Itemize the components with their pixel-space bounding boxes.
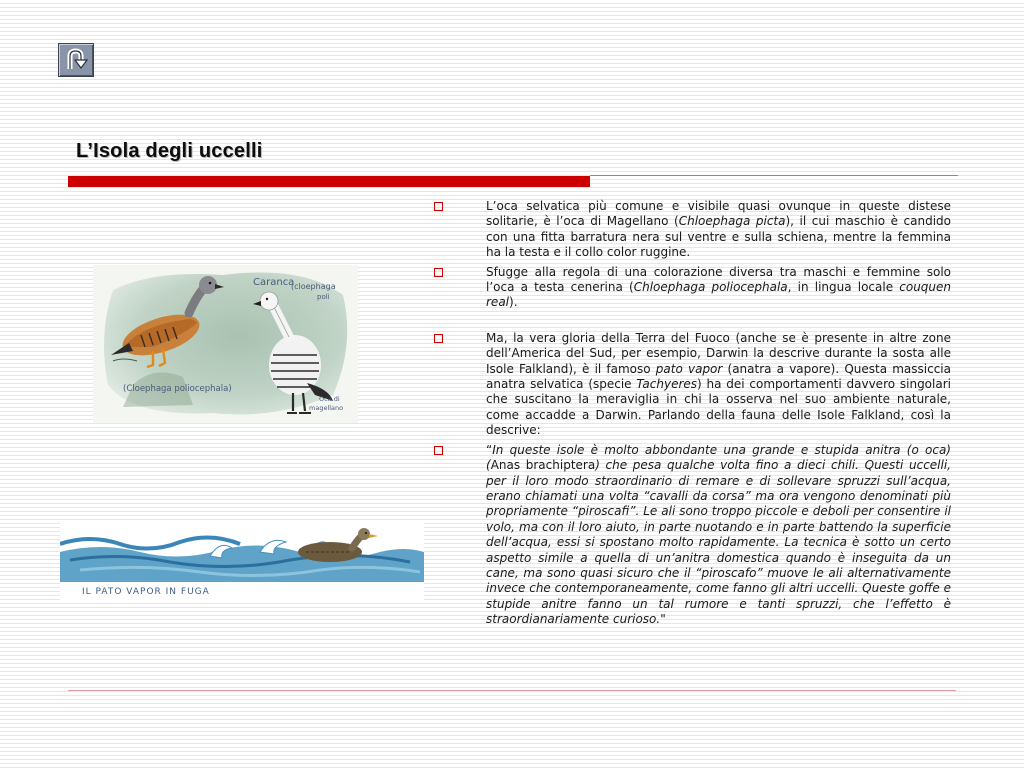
caption-oca-di: Oca di xyxy=(319,395,340,403)
text-run: ), il cui maschio è candido con una fitta barratura nera sul ventre e sulla schiena, mentre la femmina ha la testa e il collo color ruggine. xyxy=(486,214,952,260)
caption-cloephaga: (cloephaga xyxy=(291,282,336,291)
title-underline-line xyxy=(590,175,958,176)
bullet-square-icon xyxy=(434,268,443,277)
caption-caranca: Caranca xyxy=(253,277,295,288)
text-run: “ xyxy=(486,442,493,457)
footer-divider xyxy=(68,690,956,691)
text-run: " xyxy=(660,612,666,627)
bullet-square-icon xyxy=(434,202,443,211)
back-button[interactable] xyxy=(58,43,94,77)
bullet-item xyxy=(433,199,951,261)
italic-text: pato vapor xyxy=(655,361,723,376)
text-run: Sfugge alla regola di una colorazione diversa tra maschi e femmine solo l’oca a testa cenerina ( xyxy=(486,264,951,295)
italic-text: Chloephaga poliocephala xyxy=(633,280,788,295)
text-run: ) ha dei comportamenti davvero singolari che suscitano la meraviglia in chi la osserva nel suo ambiente naturale, come accadde a Darwin. Parlando della fauna delle Isole Falkland, così la descrive: xyxy=(486,377,951,438)
geese-illustration xyxy=(93,265,358,423)
text-run: L’oca selvatica più comune e visibile quasi ovunque in queste distese solitarie, è l’oca di Magellano ( xyxy=(486,199,951,229)
bullet-square-icon xyxy=(434,446,443,455)
italic-text: Tachyeres xyxy=(636,377,698,392)
italic-text: couquen real xyxy=(486,280,952,310)
text-run: (anatra a vapore). Questa massiccia anatra selvatica (specie xyxy=(486,361,951,392)
text-run: , in lingua locale xyxy=(787,280,900,295)
caption-poliocephala: (Cloephaga poliocephala) xyxy=(123,384,232,394)
caption-poli: poli xyxy=(317,293,330,301)
slide-title: L’Isola degli uccelli xyxy=(76,140,263,162)
text-run: Anas brachiptera xyxy=(490,458,596,473)
bullet-item xyxy=(433,265,951,311)
text-run: Ma, la vera gloria della Terra del Fuoco (anche se è presente in altre zone dell’America del Sud, per esempio, Darwin la descrive durante la sosta alle Isole Falkland), è il famoso xyxy=(486,330,951,376)
italic-text: In queste isole è molto abbondante una grande e stupida anitra (o oca) ( xyxy=(486,442,951,473)
content-list xyxy=(433,199,951,632)
u-turn-return-icon xyxy=(59,44,93,76)
duck-illustration xyxy=(60,522,424,602)
text-run: ). xyxy=(509,295,518,310)
bullet-item xyxy=(433,443,951,628)
title-underline-bar xyxy=(68,176,590,187)
bullet-item xyxy=(433,331,951,439)
caption-magellano: magellano xyxy=(309,404,344,412)
italic-text: ) che pesa qualche volta fino a dieci chili. Questi uccelli, per il loro modo straordinario di remare e di sollevare spruzzi sull’acqua, erano chiamati una volta “cavalli da corsa” ma ora vengono denominati più propriamente “piroscafi”. Le ali sono troppo piccole e deboli per consentire il volo, ma con il loro aiuto, in parte nuotando e in parte battendo la superficie dell’acqua, essi si spostano molto rapidamente. La tecnica è sotto un certo aspetto simile a quella di un’anitra domestica quando è inseguita da un cane, ma sono quasi sicuro che il “piroscafo” muove le ali alternativamente invece che contemporaneamente, come fanno gli altri uccelli. Queste goffe e stupide anitre fanno un tal rumore e tanti spruzzi, che l’effetto è straordianariamente curioso. xyxy=(486,458,951,627)
caption-pato-vapor: IL PATO VAPOR IN FUGA xyxy=(82,587,210,597)
bullet-square-icon xyxy=(434,334,443,343)
italic-text: Chloephaga picta xyxy=(678,214,786,229)
